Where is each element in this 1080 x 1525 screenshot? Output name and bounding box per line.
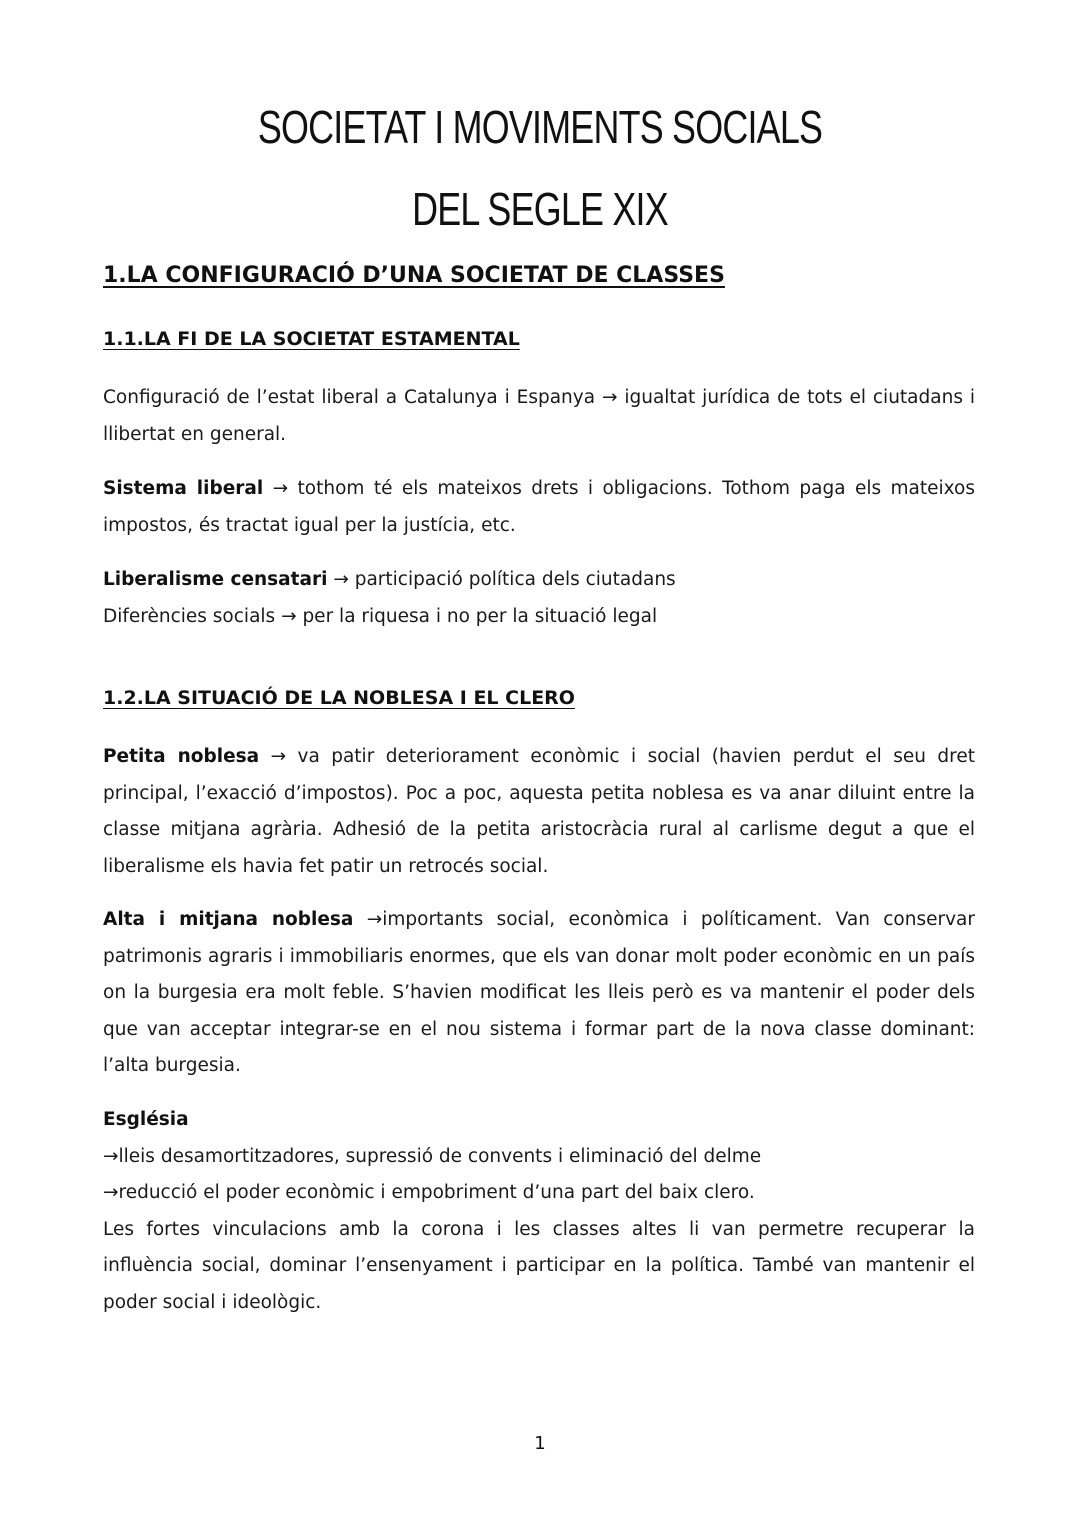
term-alta-noblesa: Alta i mitjana noblesa [103, 909, 354, 930]
text-sistema-liberal: → tothom té els mateixos drets i obligacions. Tothom paga els mateixos impostos, és tractat igual per la justícia, etc. [103, 478, 975, 536]
term-sistema-liberal: Sistema liberal [103, 478, 264, 499]
title-line-2: DEL SEGLE XIX [412, 183, 668, 235]
term-petita-noblesa: Petita noblesa [103, 746, 260, 767]
text-esglesia-body: Les fortes vinculacions amb la corona i les classes altes li van permetre recuperar la influència social, dominar l’ensenyament i participar en la política. També van mantenir el poder social i ideològic. [103, 1218, 975, 1313]
term-esglesia: Església [103, 1109, 189, 1130]
text-diferencies-socials: Diferències socials → per la riquesa i no per la situació legal [103, 605, 658, 627]
title-line-1: SOCIETAT I MOVIMENTS SOCIALS [257, 101, 823, 153]
section-heading-1: 1.LA CONFIGURACIÓ D’UNA SOCIETAT DE CLASSES [103, 263, 725, 288]
text-petita-noblesa: → va patir deteriorament econòmic i social (havien perdut el seu dret principal, l’exacció d’impostos). Poc a poc, aquesta petita noblesa es va anar diluint entre la classe mitjana agrària. Adhesió de la petita aristocràcia rural al carlisme degut a que el liberalisme els havia fet patir un retrocés social. [103, 746, 975, 877]
subsection-heading-1-1: 1.1.LA FI DE LA SOCIETAT ESTAMENTAL [103, 328, 520, 350]
subsection-heading-1-2: 1.2.LA SITUACIÓ DE LA NOBLESA I EL CLERO [103, 687, 575, 709]
text-esglesia-line-1: →lleis desamortitzadores, supressió de convents i eliminació del delme [103, 1145, 762, 1167]
text-alta-noblesa: →importants social, econòmica i políticament. Van conservar patrimonis agraris i immobiliaris enormes, que els van donar molt poder econòmic en un país on la burgesia era molt feble. S’havien modificat les lleis però es va mantenir el poder dels que van acceptar integrar-se en el nou sistema i formar part de la nova classe dominant: l’alta burgesia. [103, 909, 975, 1077]
page-number: 1 [534, 1433, 546, 1454]
paragraph-estat-liberal: Configuració de l’estat liberal a Catalunya i Espanya → igualtat jurídica de tots el ciutadans i llibertat en general. [103, 387, 975, 445]
paragraph-esglesia [103, 1102, 975, 1322]
text-liberalisme-censatari: → participació política dels ciutadans [327, 569, 676, 590]
paragraph-alta-noblesa [103, 902, 975, 1085]
term-liberalisme-censatari: Liberalisme censatari [103, 569, 328, 590]
text-esglesia-line-2: →reducció el poder econòmic i empobriment d’una part del baix clero. [103, 1182, 755, 1204]
paragraph-liberalisme-censatari [103, 562, 975, 635]
paragraph-petita-noblesa [103, 739, 975, 885]
paragraph-sistema-liberal [103, 471, 975, 544]
